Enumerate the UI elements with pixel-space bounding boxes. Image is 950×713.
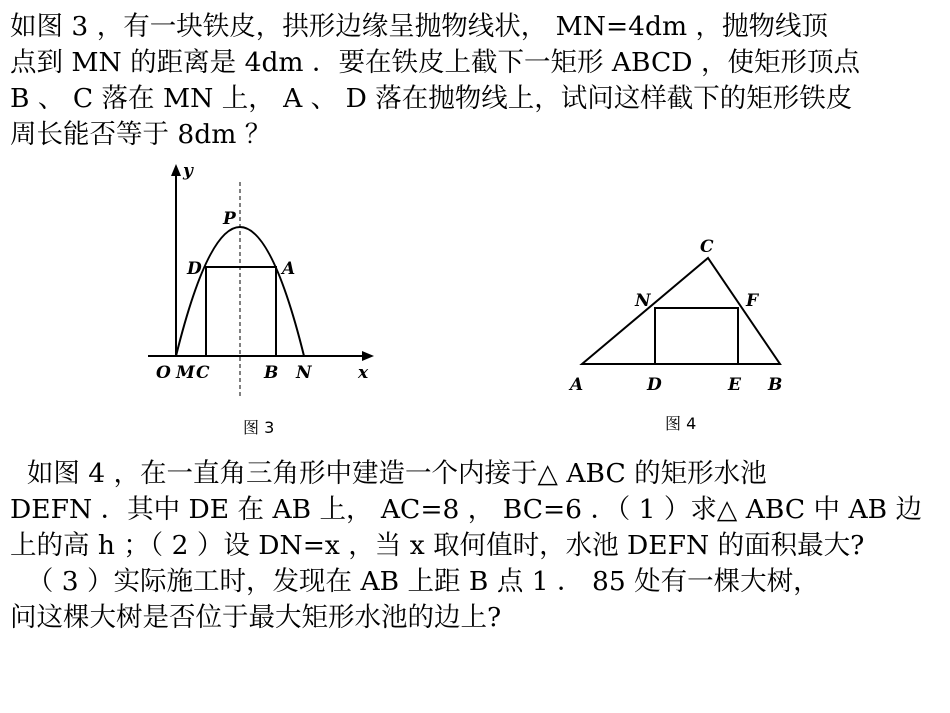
problem-2-line: DEFN ．其中 DE 在 AB 上， AC=8 ， BC=6 ．（ 1 ）求△ ABC 中 AB 边 (10, 494, 922, 525)
problem-1-line: 点到 MN 的距离是 4dm ．要在铁皮上截下一矩形 ABCD ，使矩形顶点 (10, 47, 860, 78)
figure-3 (140, 160, 400, 445)
label-c: C (196, 363, 210, 383)
label-e: E (728, 375, 741, 395)
label-d: D (647, 375, 662, 395)
problem-2-line: 如图 4 ，在一直角三角形中建造一个内接于△ ABC 的矩形水池 (10, 458, 767, 489)
problem-1-line: 周长能否等于 8dm ？ (10, 119, 272, 150)
rectangle-defn (655, 308, 738, 364)
label-a: A (570, 375, 584, 395)
label-b: B (768, 375, 783, 395)
label-y: y (183, 161, 193, 181)
problem-2-line: 问这棵大树是否位于最大矩形水池的边上? (10, 602, 502, 633)
problem-1-text (10, 9, 940, 153)
problem-1-line: B 、 C 落在 MN 上， A 、 D 落在抛物线上，试问这样截下的矩形铁皮 (10, 83, 853, 114)
label-p: P (223, 209, 236, 229)
label-c: C (700, 237, 714, 257)
label-d: D (187, 259, 202, 279)
problem-2-text (10, 456, 940, 636)
problem-1-line: 如图 3 ，有一块铁皮，拱形边缘呈抛物线状， MN=4dm ，抛物线顶 (10, 11, 829, 42)
figure-4-caption: 图 4 (665, 414, 697, 433)
figure-3-caption: 图 3 (243, 418, 275, 437)
triangle-abc (582, 258, 780, 364)
label-x: x (358, 363, 369, 383)
figure-4 (560, 230, 800, 440)
rectangle-abcd (206, 267, 276, 356)
label-o: O (156, 363, 171, 383)
label-n: N (635, 291, 651, 311)
label-b: B (264, 363, 279, 383)
x-axis-arrow-icon (362, 351, 374, 361)
problem-2-line: （ 3 ）实际施工时，发现在 AB 上距 B 点 1 ． 85 处有一棵大树， (10, 566, 820, 597)
label-a: A (282, 259, 296, 279)
problem-2-line: 上的高 h ；（ 2 ）设 DN=x ，当 x 取何值时，水池 DEFN 的面积最大? (10, 530, 865, 561)
label-n: N (296, 363, 312, 383)
label-m: M (176, 363, 195, 383)
label-f: F (746, 291, 759, 311)
y-axis-arrow-icon (171, 164, 181, 176)
